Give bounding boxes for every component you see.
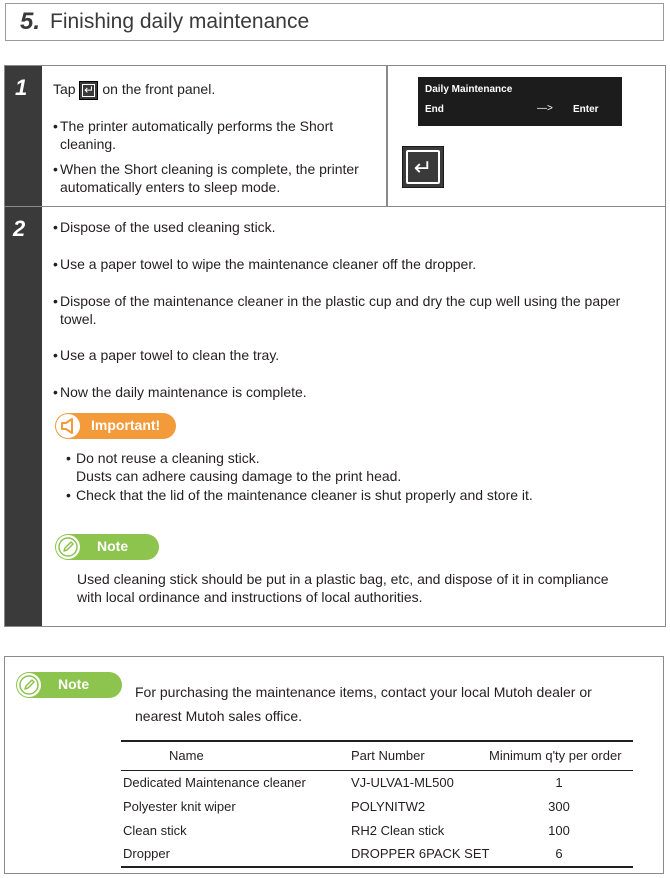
- speaker-icon: [56, 414, 80, 438]
- tap-text: Tap: [53, 81, 76, 97]
- important-line: Dusts can adhere causing damage to the print head.: [76, 468, 402, 484]
- lcd-line-1: Daily Maintenance: [425, 84, 513, 95]
- bullet-line: Dispose of the used cleaning stick.: [60, 219, 276, 235]
- bullet-line: When the Short cleaning is complete, the printer: [60, 161, 359, 177]
- table-cell-qty: 100: [548, 823, 570, 838]
- purchase-note-badge: [16, 672, 122, 698]
- important-line: Do not reuse a cleaning stick.: [76, 450, 260, 466]
- lcd-arrow: —>: [537, 103, 553, 114]
- table-row: [121, 823, 633, 843]
- table-cell-qty: 1: [555, 775, 563, 790]
- table-header-part-number: Part Number: [351, 748, 425, 763]
- tap-after-text: on the front panel.: [102, 81, 216, 97]
- important-label: Important!: [91, 417, 161, 433]
- bullet-line: The printer automatically performs the Short: [60, 118, 334, 134]
- table-cell-part: DROPPER 6PACK SET: [351, 846, 490, 861]
- maintenance-items-table: [121, 740, 633, 866]
- purchase-note-label: Note: [58, 676, 90, 692]
- step-1-column-divider: [386, 66, 388, 206]
- important-badge: [55, 413, 176, 439]
- bullet-line: Dispose of the maintenance cleaner in the plastic cup and dry the cup well using the paper: [60, 293, 621, 309]
- table-cell-name: Dedicated Maintenance cleaner: [123, 775, 306, 790]
- table-top-rule: [121, 740, 633, 742]
- table-cell-name: Clean stick: [123, 823, 187, 838]
- note-badge: [55, 534, 159, 560]
- step-2-bar: [5, 207, 42, 626]
- table-cell-part: RH2 Clean stick: [351, 823, 445, 838]
- step-2-number: 2: [13, 216, 26, 241]
- table-row: [121, 846, 633, 866]
- bullet-line: cleaning.: [60, 136, 117, 152]
- step-1-tap-line: [53, 80, 215, 100]
- note-line: Used cleaning stick should be put in a plastic bag, etc, and dispose of it in compliance: [77, 571, 609, 587]
- lcd-enter: Enter: [573, 104, 599, 115]
- table-bottom-rule: [121, 866, 633, 868]
- table-row: [121, 775, 633, 795]
- purchase-note-line: For purchasing the maintenance items, contact your local Mutoh dealer or: [135, 684, 592, 700]
- section-header: [5, 3, 664, 41]
- table-cell-name: Polyester knit wiper: [123, 799, 236, 814]
- note-line: with local ordinance and instructions of local authorities.: [77, 589, 423, 605]
- step-divider: [5, 206, 665, 208]
- table-cell-qty: 6: [555, 846, 563, 861]
- pencil-icon: [17, 673, 41, 697]
- lcd-display: [418, 77, 622, 126]
- enter-key-icon: ↵: [79, 81, 98, 100]
- pencil-icon: [56, 535, 80, 559]
- bullet-line: automatically enters to sleep mode.: [60, 179, 281, 195]
- table-header-rule: [121, 770, 633, 771]
- note-label: Note: [97, 538, 129, 554]
- section-number: 5.: [20, 8, 41, 35]
- table-header-name: Name: [169, 748, 204, 763]
- lcd-end: End: [425, 104, 444, 115]
- bullet-line: Now the daily maintenance is complete.: [60, 384, 307, 400]
- enter-key-button-icon: ↵: [402, 146, 444, 188]
- step-1-number: 1: [15, 75, 28, 100]
- section-title: Finishing daily maintenance: [50, 10, 310, 33]
- important-line: Check that the lid of the maintenance cleaner is shut properly and store it.: [76, 487, 533, 503]
- bullet-line: Use a paper towel to clean the tray.: [60, 347, 280, 363]
- table-header-min-qty: Minimum q'ty per order: [489, 748, 622, 763]
- table-cell-qty: 300: [548, 799, 570, 814]
- step-2-note-text: [77, 570, 662, 606]
- table-row: [121, 799, 633, 819]
- table-cell-part: POLYNITW2: [351, 799, 426, 814]
- table-cell-name: Dropper: [123, 846, 170, 861]
- bullet-line: Use a paper towel to wipe the maintenance cleaner off the dropper.: [60, 256, 477, 272]
- bullet-line: towel.: [60, 311, 97, 327]
- purchase-note-text: [135, 680, 655, 728]
- purchase-note-line: nearest Mutoh sales office.: [135, 708, 303, 724]
- table-cell-part: VJ-ULVA1-ML500: [351, 775, 454, 790]
